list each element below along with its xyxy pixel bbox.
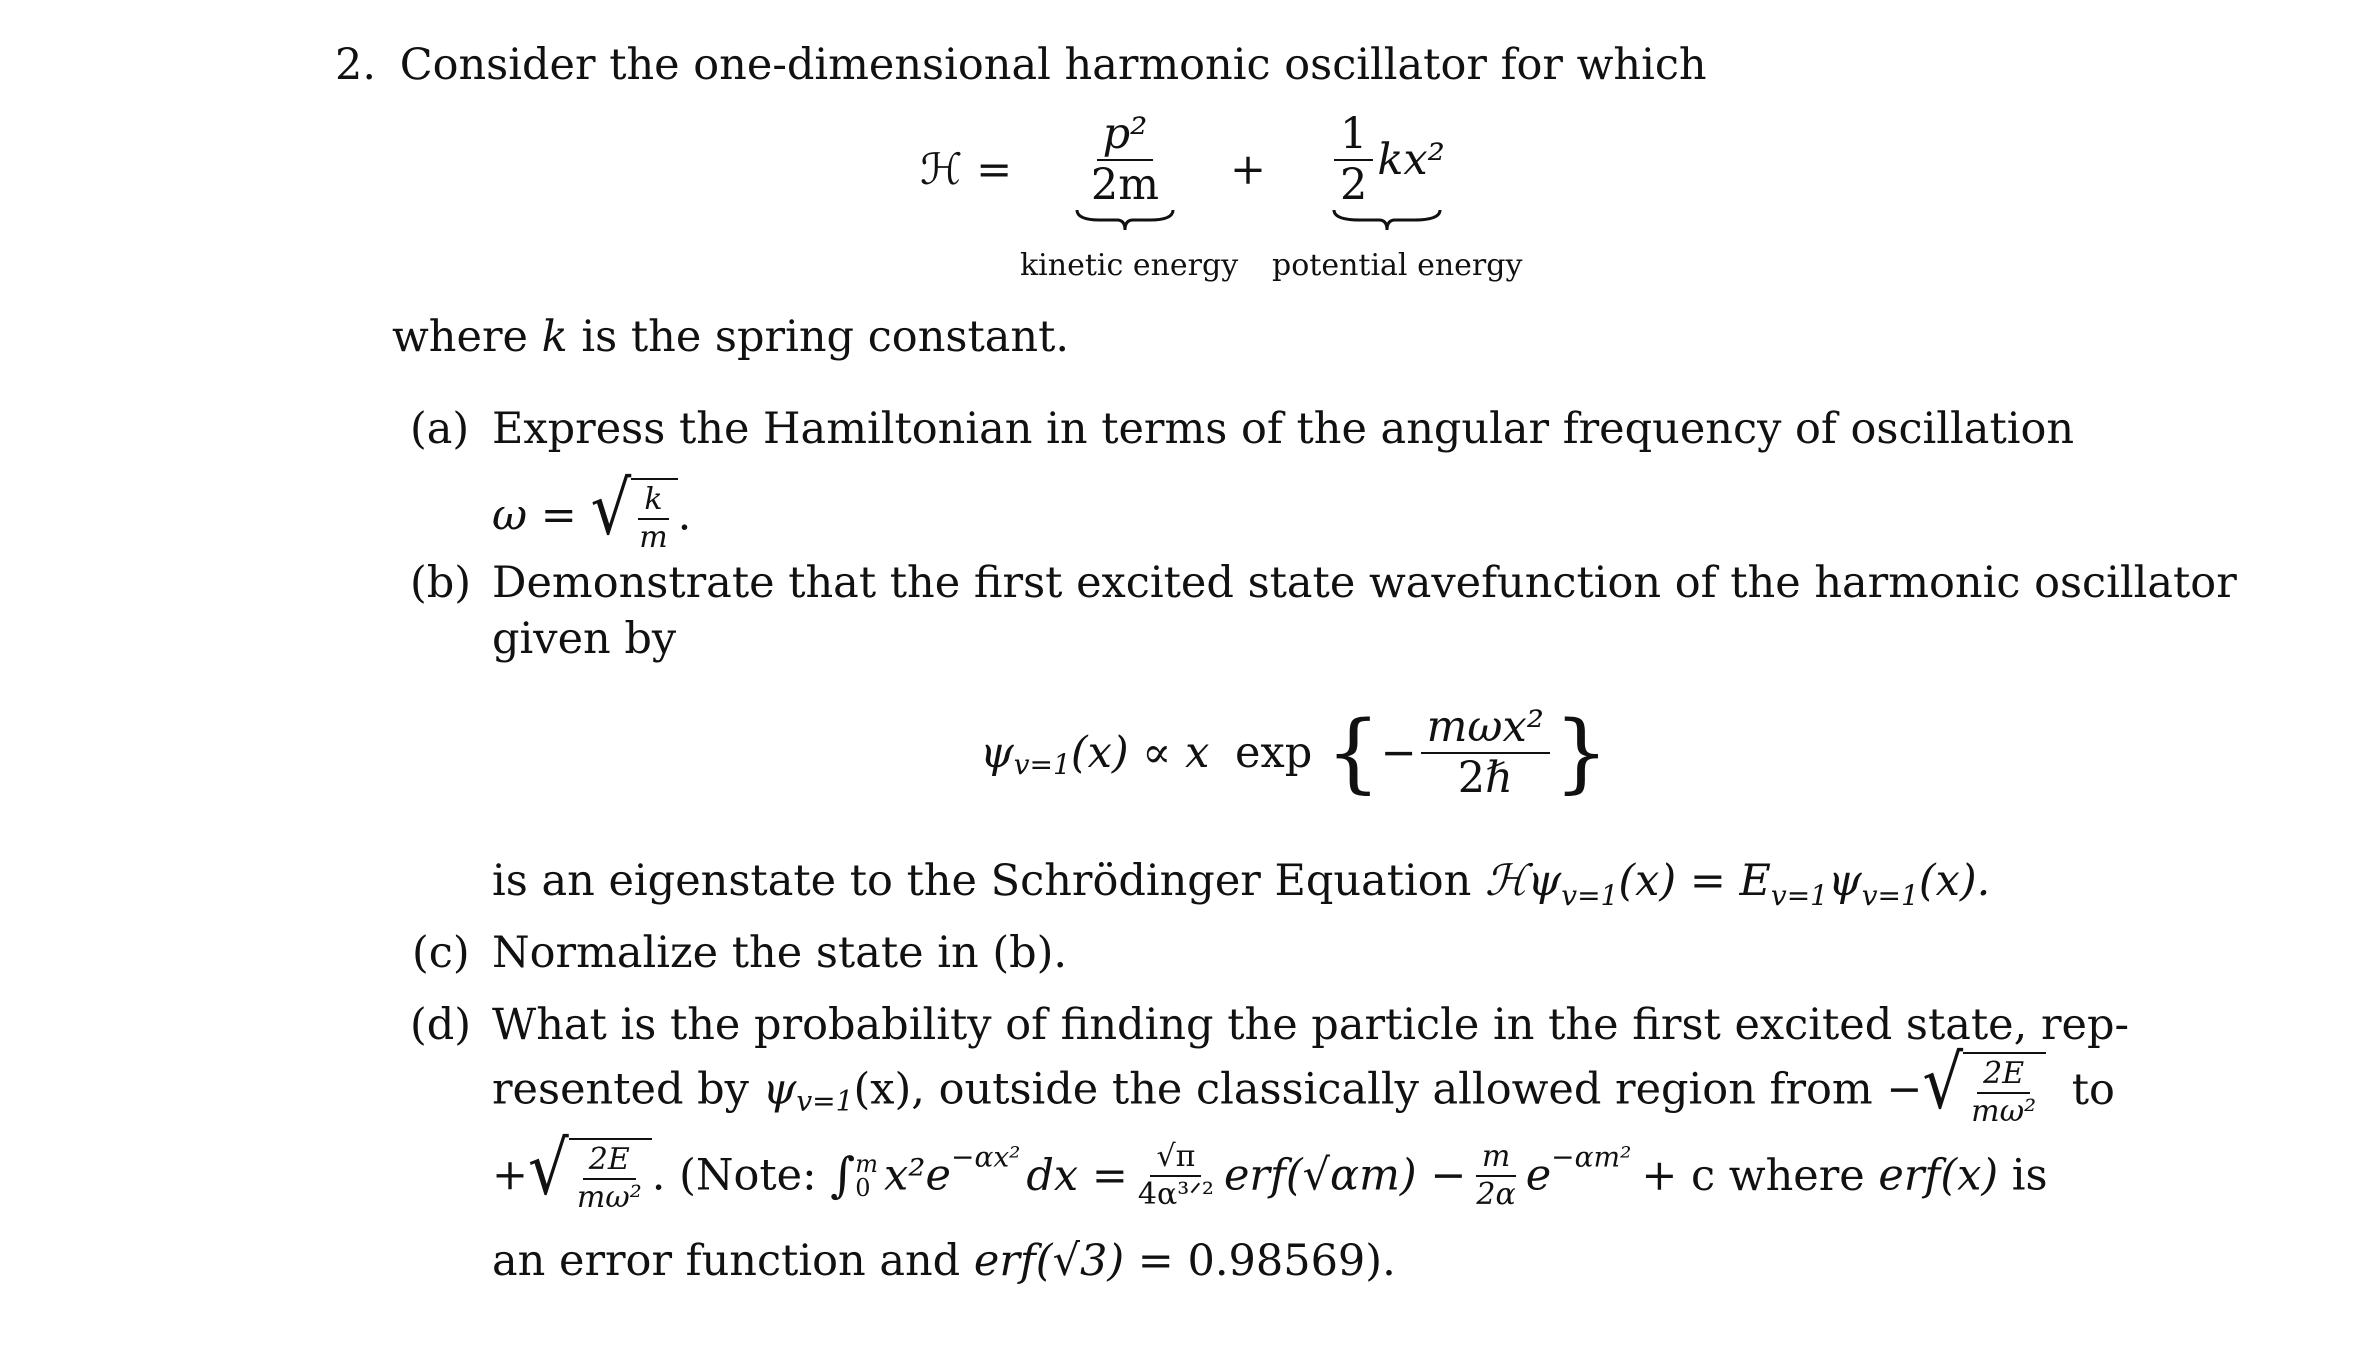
psi-rest: (x) ∝ x <box>1070 728 1210 779</box>
f1-den: 4α³ᐟ² <box>1137 1176 1214 1212</box>
d-line4-text: an error function and <box>492 1236 974 1286</box>
d-line3-note: . (Note: <box>651 1150 831 1201</box>
part-d-line1: What is the probability of finding the particle in the first excited state, rep- <box>492 1000 2130 1050</box>
part-a-omega <box>492 466 692 555</box>
exp-e-exponent: −αm² <box>1551 1140 1632 1174</box>
d-line2-mid: (x), outside the classically allowed region from − <box>853 1064 1923 1115</box>
where-pre: where <box>392 312 542 362</box>
brace-open: { <box>1325 703 1381 804</box>
d-line2-sqrt: √ $\frac{2E}{\text{mω²}}$ <box>1922 1052 2046 1127</box>
b-line3-sub3: v=1 <box>1861 879 1919 912</box>
part-a-text: Express the Hamiltonian in terms of the angular frequency of oscillation <box>492 404 2075 454</box>
d-line3-plus: + <box>492 1150 529 1201</box>
part-c-text: Normalize the state in (b). <box>492 928 1068 978</box>
integrand-exponent: −αx² <box>950 1140 1021 1174</box>
b-line3-eq: ℋψ <box>1485 856 1562 906</box>
kinetic-numerator: p² <box>1097 112 1154 161</box>
exp-label: exp <box>1235 728 1313 779</box>
d-line4-end: = 0.98569). <box>1124 1236 1396 1286</box>
exp-numerator: mωx² <box>1421 705 1550 754</box>
part-b-line1: Demonstrate that the first excited state wavefunction of the harmonic oscillator <box>492 558 2237 608</box>
exp-e: e <box>1525 1150 1552 1201</box>
f1-num: √π <box>1150 1141 1201 1177</box>
omega-sqrt-num: k <box>638 484 668 520</box>
omega-sqrt-den: m <box>639 519 668 555</box>
omega-sqrt: √ $\frac{k}{m}$ <box>590 478 677 553</box>
problem-number: 2. <box>335 40 377 90</box>
wavefunction-equation <box>980 702 1609 804</box>
erf-x: erf(x) <box>1878 1150 1999 1201</box>
potential-rest: kx² <box>1377 135 1445 186</box>
kinetic-energy-label: kinetic energy <box>1020 248 1239 283</box>
where-post: is the spring constant. <box>567 312 1070 362</box>
plus-sign: + <box>1230 145 1267 195</box>
integrand: x²e <box>884 1150 951 1201</box>
d-line4-erf: erf(√3) <box>973 1236 1125 1286</box>
potential-denominator: 2 <box>1340 160 1368 211</box>
part-c-label: (c) <box>412 928 470 978</box>
d-line3-sqrt-den: mω² <box>576 1179 642 1215</box>
kinetic-denominator: 2m <box>1090 160 1160 211</box>
psi-symbol: ψ <box>980 728 1014 779</box>
underbrace-potential <box>1332 208 1442 232</box>
problem-intro: Consider the one-dimensional harmonic oscillator for which <box>399 40 1707 90</box>
omega-end: . <box>677 490 692 541</box>
exp-denominator: 2ℏ <box>1457 753 1513 804</box>
part-d-line3 <box>492 1126 2048 1215</box>
b-line3-pre: is an eigenstate to the Schrödinger Equation <box>492 856 1486 906</box>
d-line2-pre: resented by <box>492 1064 763 1115</box>
d-line2-psi: ψ <box>762 1064 797 1115</box>
potential-term <box>1330 109 1445 232</box>
erf-term: erf(√αm) − <box>1223 1150 1467 1201</box>
kinetic-term <box>1075 109 1175 232</box>
integral-lower: 0 <box>855 1173 871 1202</box>
part-d-line2 <box>492 1040 2115 1129</box>
minus-sign: − <box>1380 728 1417 779</box>
integral-sign: ∫ <box>830 1147 856 1204</box>
part-a-label: (a) <box>410 404 470 454</box>
omega-lhs: ω = <box>492 490 577 541</box>
underbrace-kinetic <box>1075 208 1175 232</box>
part-b-line3 <box>492 856 1990 912</box>
where-line <box>392 312 1069 362</box>
b-line3-end: (x). <box>1918 856 1991 906</box>
potential-energy-label: potential energy <box>1272 248 1523 283</box>
potential-numerator: 1 <box>1334 112 1373 161</box>
where-var: k <box>541 312 568 362</box>
psi-sub: v=1 <box>1013 748 1071 782</box>
d-line2-sub: v=1 <box>796 1084 854 1118</box>
hamiltonian-lhs: ℋ = <box>920 145 1013 195</box>
b-line3-psi: ψ <box>1828 856 1862 906</box>
dx-equals: dx = <box>1026 1150 1128 1201</box>
part-d-label: (d) <box>410 1000 472 1050</box>
brace-close: } <box>1553 703 1609 804</box>
d-line2-sqrt-den: mω² <box>1971 1093 2037 1129</box>
part-d-line4 <box>492 1236 1396 1286</box>
b-line3-sub: v=1 <box>1561 879 1619 912</box>
d-line3-tail: + c where <box>1641 1150 1879 1201</box>
f2-num: m <box>1476 1141 1516 1177</box>
problem-intro-line <box>335 40 1707 90</box>
d-line3-sqrt: √ $\frac{2E}{\text{mω²}}$ <box>528 1138 652 1213</box>
f2-den: 2α <box>1476 1176 1516 1212</box>
d-line2-sqrt-num: 2E <box>1977 1058 2030 1094</box>
d-line3-sqrt-num: 2E <box>583 1144 636 1180</box>
part-b-label: (b) <box>410 558 472 608</box>
b-line3-mid: (x) = E <box>1618 856 1771 906</box>
d-line2-end: to <box>2071 1064 2115 1115</box>
integral-upper: m <box>855 1149 879 1178</box>
b-line3-sub2: v=1 <box>1770 879 1828 912</box>
d-line3-is: is <box>1998 1150 2048 1201</box>
part-b-line2: given by <box>492 614 677 664</box>
